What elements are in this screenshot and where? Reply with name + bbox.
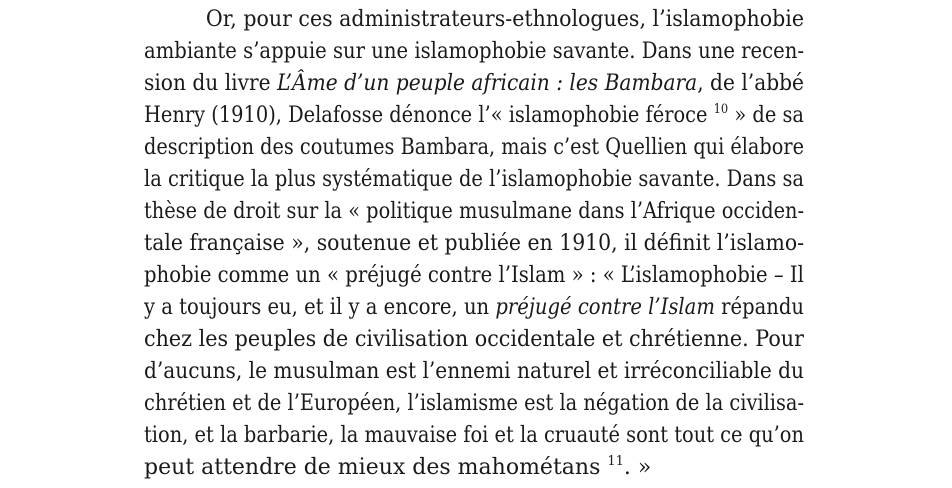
text-line — [144, 68, 804, 100]
text-line — [144, 132, 804, 164]
text-line — [144, 356, 804, 388]
text-line-content — [144, 388, 804, 420]
text-line-content — [176, 4, 804, 36]
text-segment: description des coutumes Bambara, mais c’est Quellien qui élabore — [144, 135, 804, 160]
text-segment: la critique la plus systématique de l’islamophobie savante. Dans sa — [144, 167, 805, 192]
text-line — [144, 324, 804, 356]
text-segment: d’aucuns, le musulman est l’ennemi naturel et irréconciliable du — [144, 359, 805, 384]
document-page — [144, 4, 804, 484]
text-segment: Or, pour ces administrateurs-ethnologues, l’islamophobie — [205, 7, 805, 32]
text-line-content — [144, 196, 804, 228]
text-segment: , de l’abbé — [697, 71, 805, 96]
text-line-content — [144, 132, 804, 164]
text-segment: y a toujours eu, et il y a encore, un — [144, 295, 496, 320]
text-line — [144, 260, 804, 292]
text-segment: peut attendre de mieux des mahométans — [144, 455, 608, 480]
text-line-content — [144, 292, 804, 324]
text-line-content — [144, 420, 804, 452]
text-segment: chrétien et de l’Européen, l’islamisme est la négation de la civilisa- — [144, 391, 805, 416]
italic-title: préjugé contre l’Islam — [495, 295, 715, 320]
footnote-marker: 11 — [607, 454, 624, 469]
text-line-content — [144, 356, 804, 388]
text-segment: » de sa — [728, 103, 804, 128]
text-line-content — [144, 324, 804, 356]
text-line-content — [144, 68, 804, 100]
text-line — [144, 420, 804, 452]
text-line — [144, 4, 804, 36]
body-paragraph — [144, 4, 804, 484]
text-line-content — [144, 452, 651, 484]
text-segment: tale française », soutenue et publiée en 1910, il définit l’islamo- — [144, 231, 805, 256]
text-line — [144, 164, 804, 196]
text-line-content — [144, 260, 804, 292]
text-segment: sion du livre — [144, 71, 278, 96]
text-line-content — [144, 228, 804, 260]
text-line — [144, 292, 804, 324]
footnote-marker: 10 — [713, 102, 729, 117]
text-segment: répandu — [714, 295, 804, 320]
text-line-content — [144, 100, 804, 132]
text-line — [144, 196, 804, 228]
text-line — [144, 100, 804, 132]
text-line — [144, 228, 804, 260]
text-segment: phobie comme un « préjugé contre l’Islam » : « L’islamophobie – Il — [144, 263, 804, 288]
text-line — [144, 388, 804, 420]
text-line-content — [144, 164, 804, 196]
italic-title: L’Âme d’un peuple africain : les Bambara — [277, 71, 698, 96]
text-segment: . » — [623, 455, 652, 480]
text-segment: thèse de droit sur la « politique musulmane dans l’Afrique occiden- — [144, 199, 805, 224]
text-segment: tion, et la barbarie, la mauvaise foi et la cruauté sont tout ce qu’on — [144, 423, 804, 448]
text-line-content — [144, 36, 804, 68]
text-segment: chez les peuples de civilisation occidentale et chrétienne. Pour — [144, 327, 805, 352]
text-line — [144, 452, 804, 484]
text-segment: ambiante s’appuie sur une islamophobie savante. Dans une recen- — [144, 39, 804, 64]
text-line — [144, 36, 804, 68]
text-segment: Henry (1910), Delafosse dénonce l’« islamophobie féroce — [144, 103, 714, 128]
